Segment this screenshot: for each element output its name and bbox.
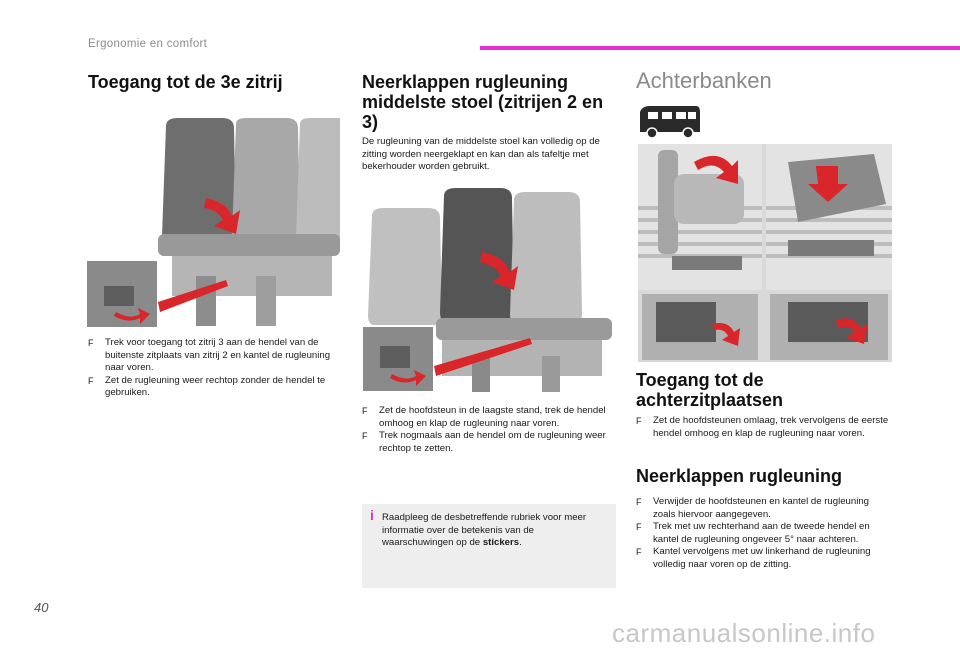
section-header-bar [480,46,960,50]
middle-seat-illustration [362,186,616,392]
list-item: F Verwijder de hoofdsteunen en kantel de rugleuning zoals hiervoor aangegeven. [636,496,870,520]
col1-title: Toegang tot de 3e zitrij [88,72,283,92]
section-header-label: Ergonomie en comfort [88,38,208,50]
col3-subtitle-fold: Neerklappen rugleuning [636,466,843,486]
van-with-seats-icon [636,104,702,140]
col3-fold-list [636,496,892,571]
col2-title: Neerklappen rugleuning middelste stoel (zitrijen 2 en 3) [362,72,604,132]
col2-intro: De rugleuning van de middelste stoel kan volledig op de zitting worden neergeklapt en kan dan als tafeltje met bekerhouder worden gebruikt. [362,136,600,172]
list-item: F Kantel vervolgens met uw linkerhand de rugleuning volledig naar voren op de zitting. [636,546,871,570]
info-icon: i [370,507,374,523]
info-text: Raadpleeg de desbetreffende rubriek voor meer informatie over de betekenis van de waarschuwingen op de [382,512,587,548]
rear-bench-illustration [638,144,892,362]
page-number: 40 [34,600,49,615]
list-item: F Zet de hoofdsteun in de laagste stand, trek de hendel omhoog en klap de rugleuning naar voren. [362,405,606,429]
list-item: F Zet de hoofdsteunen omlaag, trek vervolgens de eerste hendel omhoog en klap de rugleuning naar voren. [636,415,889,439]
list-item: F Trek nogmaals aan de hendel om de rugleuning weer rechtop te zetten. [362,430,606,454]
col3-title: Achterbanken [636,68,772,93]
watermark: carmanualsonline.info [612,618,876,648]
list-item: F Trek voor toegang tot zitrij 3 aan de hendel van de buitenste zitplaats van zitrij 2 en kantel de rugleuning naar voren. [88,337,331,373]
list-item: F Trek met uw rechterhand aan de tweede hendel en kantel de rugleuning ongeveer 5° naar achteren. [636,521,870,545]
list-item: F Zet de rugleuning weer rechtop zonder de hendel te gebruiken. [88,374,326,398]
col3-access-list [636,415,892,440]
col1-instruction-list [88,337,340,400]
col2-instruction-list [362,405,616,455]
seat-access-illustration [86,116,340,329]
col3-subtitle-access: Toegang tot de achterzitplaatsen [636,370,784,410]
info-text-bold: stickers [482,537,520,548]
info-box: i Raadpleeg de desbetreffende rubriek voor meer informatie over de betekenis van de waarschuwingen op de stickers. [362,504,616,588]
